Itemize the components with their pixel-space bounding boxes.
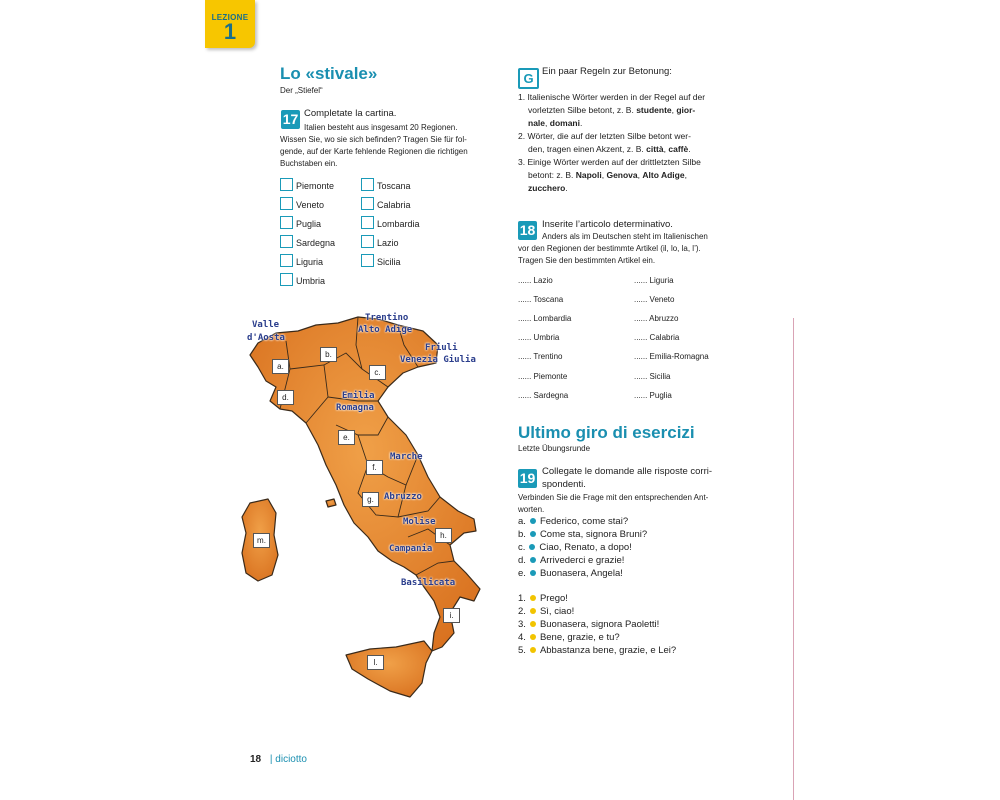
region-label: Veneto	[296, 200, 325, 210]
page-word: diciotto	[275, 754, 307, 765]
grammar-rule-1: 1. Italienische Wörter werden in der Regel auf der	[518, 92, 706, 102]
map-letter-box: g.	[362, 492, 379, 507]
exercise-17-instruction: Completate la cartina.	[304, 108, 397, 119]
map-label-venezia-giulia: Venezia Giulia	[400, 355, 476, 365]
checkbox-veneto[interactable]	[280, 197, 293, 210]
map-letter-box: c.	[369, 365, 386, 380]
section-subtitle-stivale: Der „Stiefel“	[280, 86, 323, 95]
match-dot-icon[interactable]	[530, 570, 536, 576]
article-item[interactable]: ...... Lombardia	[518, 314, 572, 323]
grammar-rule-3: zucchero.	[528, 183, 568, 193]
match-dot-icon[interactable]	[530, 647, 536, 653]
map-letter-box: h.	[435, 528, 452, 543]
checkbox-calabria[interactable]	[361, 197, 374, 210]
grammar-rule-1: vorletzten Silbe betont, z. B. studente, gior-	[528, 105, 696, 115]
match-dot-icon[interactable]	[530, 518, 536, 524]
answer-item[interactable]: 5. Abbastanza bene, grazie, e Lei?	[518, 645, 677, 656]
map-label-aosta: d'Aosta	[247, 333, 285, 343]
lesson-label: LEZIONE	[211, 13, 249, 22]
checkbox-puglia[interactable]	[280, 216, 293, 229]
exercise-18-text: vor den Regionen der bestimmte Artikel (il, lo, la, l’).	[518, 244, 701, 253]
grammar-title: Ein paar Regeln zur Betonung:	[542, 66, 672, 77]
match-dot-icon[interactable]	[530, 595, 536, 601]
map-letter-box: e.	[338, 430, 355, 445]
grammar-rule-3: 3. Einige Wörter werden auf der drittletzten Silbe	[518, 157, 701, 167]
exercise-17-text: Italien besteht aus insgesamt 20 Regionen.	[304, 123, 458, 132]
map-letter-box: a.	[272, 359, 289, 374]
grammar-rule-3: betont: z. B. Napoli, Genova, Alto Adige,	[528, 170, 687, 180]
map-letter-box: f.	[366, 460, 383, 475]
article-item[interactable]: ...... Calabria	[634, 333, 680, 342]
article-item[interactable]: ...... Piemonte	[518, 372, 568, 381]
lesson-number: 1	[223, 19, 237, 44]
exercise-18-badge: 18	[519, 222, 536, 238]
question-item[interactable]: c. Ciao, Renato, a dopo!	[518, 542, 632, 553]
exercise-19-badge: 19	[519, 470, 536, 486]
map-letter-box: l.	[367, 655, 384, 670]
question-item[interactable]: a. Federico, come stai?	[518, 516, 629, 527]
match-dot-icon[interactable]	[530, 621, 536, 627]
region-label: Lazio	[377, 238, 399, 248]
article-item[interactable]: ...... Veneto	[634, 295, 675, 304]
region-label: Liguria	[296, 257, 324, 267]
exercise-19-text: worten.	[518, 505, 545, 514]
region-label: Piemonte	[296, 181, 335, 191]
checkbox-lazio[interactable]	[361, 235, 374, 248]
match-dot-icon[interactable]	[530, 634, 536, 640]
checkbox-sardegna[interactable]	[280, 235, 293, 248]
section-title-stivale: Lo «stivale»	[280, 64, 378, 83]
exercise-19-instruction: Collegate le domande alle risposte corri-	[542, 466, 713, 477]
match-dot-icon[interactable]	[530, 557, 536, 563]
section-title-ultimo: Ultimo giro di esercizi	[518, 423, 695, 442]
map-label-romagna: Romagna	[336, 403, 374, 413]
article-item[interactable]: ...... Sardegna	[518, 391, 569, 400]
region-label: Umbria	[296, 276, 326, 286]
exercise-17-text: gende, auf der Karte fehlende Regionen die richtigen	[280, 147, 468, 156]
footer-separator: |	[269, 754, 273, 765]
region-label: Puglia	[296, 219, 322, 229]
map-label-molise: Molise	[403, 517, 436, 527]
region-label: Calabria	[377, 200, 411, 210]
checkbox-liguria[interactable]	[280, 254, 293, 267]
elba-shape	[326, 499, 336, 507]
italy-map	[228, 305, 500, 715]
exercise-18-text: Tragen Sie den bestimmten Artikel ein.	[518, 256, 656, 265]
answer-item[interactable]: 4. Bene, grazie, e tu?	[518, 632, 620, 643]
sicilia-shape	[346, 641, 432, 697]
region-label: Sardegna	[296, 238, 336, 248]
page-footer	[250, 754, 307, 765]
map-letter-box: i.	[443, 608, 460, 623]
article-item[interactable]: ...... Toscana	[518, 295, 564, 304]
article-item[interactable]: ...... Liguria	[634, 276, 674, 285]
region-label: Sicilia	[377, 257, 401, 267]
checkbox-sicilia[interactable]	[361, 254, 374, 267]
match-dot-icon[interactable]	[529, 544, 535, 550]
exercise-18-instruction: Inserite l’articolo determinativo.	[542, 219, 673, 230]
map-label-valle: Valle	[252, 320, 280, 330]
grammar-rule-2: 2. Wörter, die auf der letzten Silbe betont wer-	[518, 131, 691, 141]
map-letter-box: d.	[277, 390, 294, 405]
grammar-rule-2: den, tragen einen Akzent, z. B. città, caffè.	[528, 144, 691, 154]
answer-item[interactable]: 1. Prego!	[518, 593, 568, 604]
map-label-basilicata: Basilicata	[401, 578, 456, 588]
map-label-friuli: Friuli	[425, 343, 458, 353]
checkbox-lombardia[interactable]	[361, 216, 374, 229]
match-dot-icon[interactable]	[530, 608, 536, 614]
article-item[interactable]: ...... Abruzzo	[634, 314, 679, 323]
right-margin-line	[793, 318, 794, 800]
checkbox-piemonte[interactable]	[280, 178, 293, 191]
lesson-tab	[205, 0, 255, 48]
question-item[interactable]: b. Come sta, signora Bruni?	[518, 529, 648, 540]
map-letter-box: m.	[253, 533, 270, 548]
grammar-badge: G	[518, 68, 539, 89]
checkbox-toscana[interactable]	[361, 178, 374, 191]
exercise-17-badge: 17	[282, 111, 299, 127]
exercise-19-text: Verbinden Sie die Frage mit den entsprechenden Ant-	[518, 493, 709, 502]
question-item[interactable]: e. Buonasera, Angela!	[518, 568, 623, 579]
question-item[interactable]: d. Arrivederci e grazie!	[518, 555, 625, 566]
answer-item[interactable]: 2. Sì, ciao!	[518, 606, 575, 617]
article-item[interactable]: ...... Emilia-Romagna	[634, 352, 709, 361]
section-subtitle-ultimo: Letzte Übungsrunde	[518, 444, 591, 453]
article-item[interactable]: ...... Sicilia	[634, 372, 671, 381]
exercise-17-text: Wissen Sie, wo sie sich befinden? Tragen Sie für fol-	[280, 135, 467, 144]
map-label-trentino: Trentino	[365, 313, 409, 323]
region-label: Lombardia	[377, 219, 420, 229]
article-item[interactable]: ...... Umbria	[518, 333, 560, 342]
map-label-alto-adige: Alto Adige	[358, 325, 413, 335]
checkbox-umbria[interactable]	[280, 273, 293, 286]
exercise-18-text: Anders als im Deutschen steht im Italienischen	[542, 232, 708, 241]
grammar-rule-1: nale, domani.	[528, 118, 583, 128]
region-label: Toscana	[377, 181, 411, 191]
map-label-emilia: Emilia	[342, 391, 375, 401]
map-label-campania: Campania	[389, 544, 433, 554]
article-item[interactable]: ...... Puglia	[634, 391, 672, 400]
page-number: 18	[250, 754, 262, 765]
map-letter-box: b.	[320, 347, 337, 362]
article-item[interactable]: ...... Trentino	[518, 352, 563, 361]
map-label-marche: Marche	[390, 452, 423, 462]
exercise-19-instruction: spondenti.	[542, 479, 586, 490]
article-item[interactable]: ...... Lazio	[518, 276, 553, 285]
match-dot-icon[interactable]	[530, 531, 536, 537]
exercise-17-text: Buchstaben ein.	[280, 159, 338, 168]
map-label-abruzzo: Abruzzo	[384, 492, 422, 502]
answer-item[interactable]: 3. Buonasera, signora Paoletti!	[518, 619, 660, 630]
